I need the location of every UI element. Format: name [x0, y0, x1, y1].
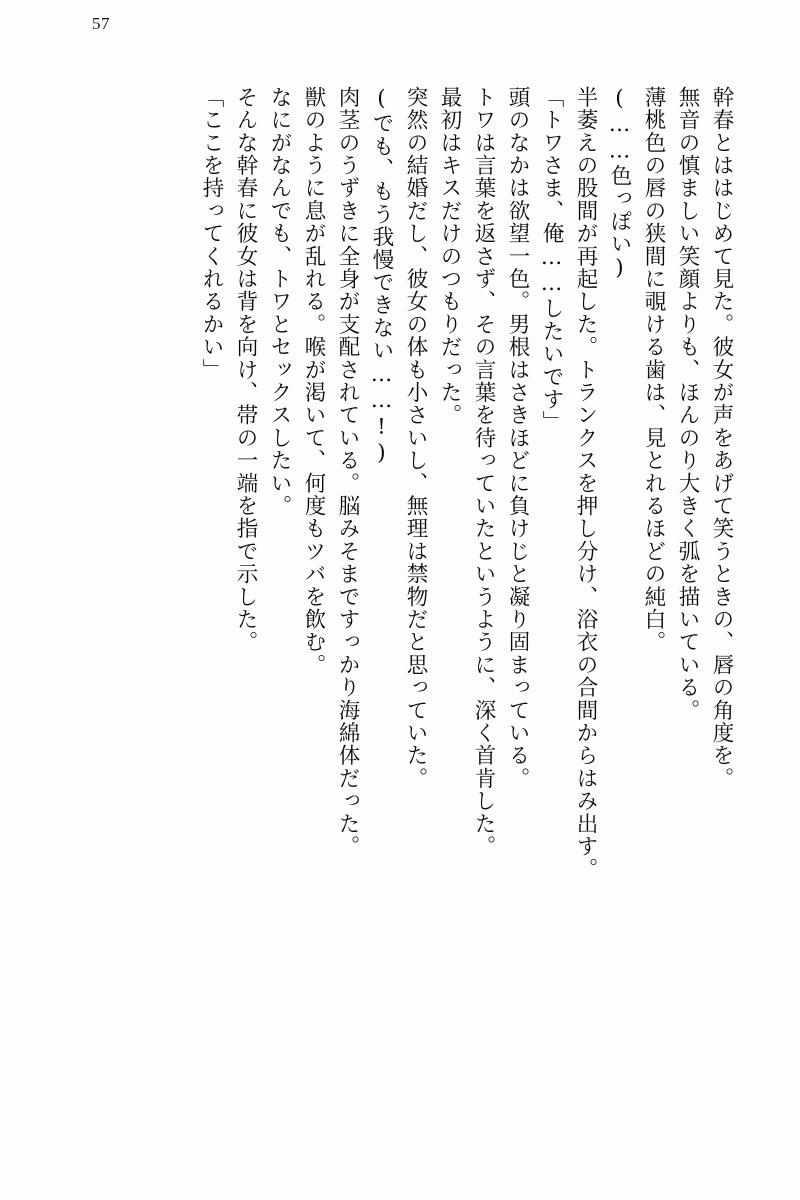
text-column: 頭のなかは欲望一色。男根はさきほどに負けじと凝り固まっている。 [505, 86, 530, 790]
text-column: 薄桃色の唇の狭間に覗ける歯は、見とれるほどの純白。 [641, 86, 666, 654]
text-column: 幹春とははじめて見た。彼女が声をあげて笑うときの、唇の角度を。 [709, 86, 734, 790]
text-column: 半萎えの股間が再起した。トランクスを押し分け、浴衣の合間からはみ出す。 [573, 86, 598, 881]
text-column: (でも、もう我慢できない……!) [369, 86, 394, 467]
text-column: 獣のように息が乱れる。喉が渇いて、何度もツバを飲む。 [301, 86, 326, 677]
text-column: 突然の結婚だし、彼女の体も小さいし、無理は禁物だと思っていた。 [403, 86, 428, 790]
vertical-text-body [60, 86, 732, 1096]
text-column: そんな幹春に彼女は背を向け、帯の一端を指で示した。 [233, 86, 258, 654]
text-column: 「ここを持ってくれるかい」 [199, 86, 224, 382]
text-column: なにがなんでも、トワとセックスしたい。 [267, 86, 292, 518]
text-column: (……色っぽい) [607, 86, 632, 282]
text-column: トワは言葉を返さず、その言葉を待っていたというように、深く首肯した。 [471, 86, 496, 858]
text-column: 最初はキスだけのつもりだった。 [437, 86, 462, 427]
text-column: 肉茎のうずきに全身が支配されている。脳みそまですっかり海綿体だった。 [335, 86, 360, 858]
text-column: 「トワさま、俺……したいです」 [539, 86, 564, 434]
page-number: 57 [92, 14, 110, 33]
text-column: 無音の慎ましい笑顔よりも、ほんのり大きく弧を描いている。 [675, 86, 700, 722]
